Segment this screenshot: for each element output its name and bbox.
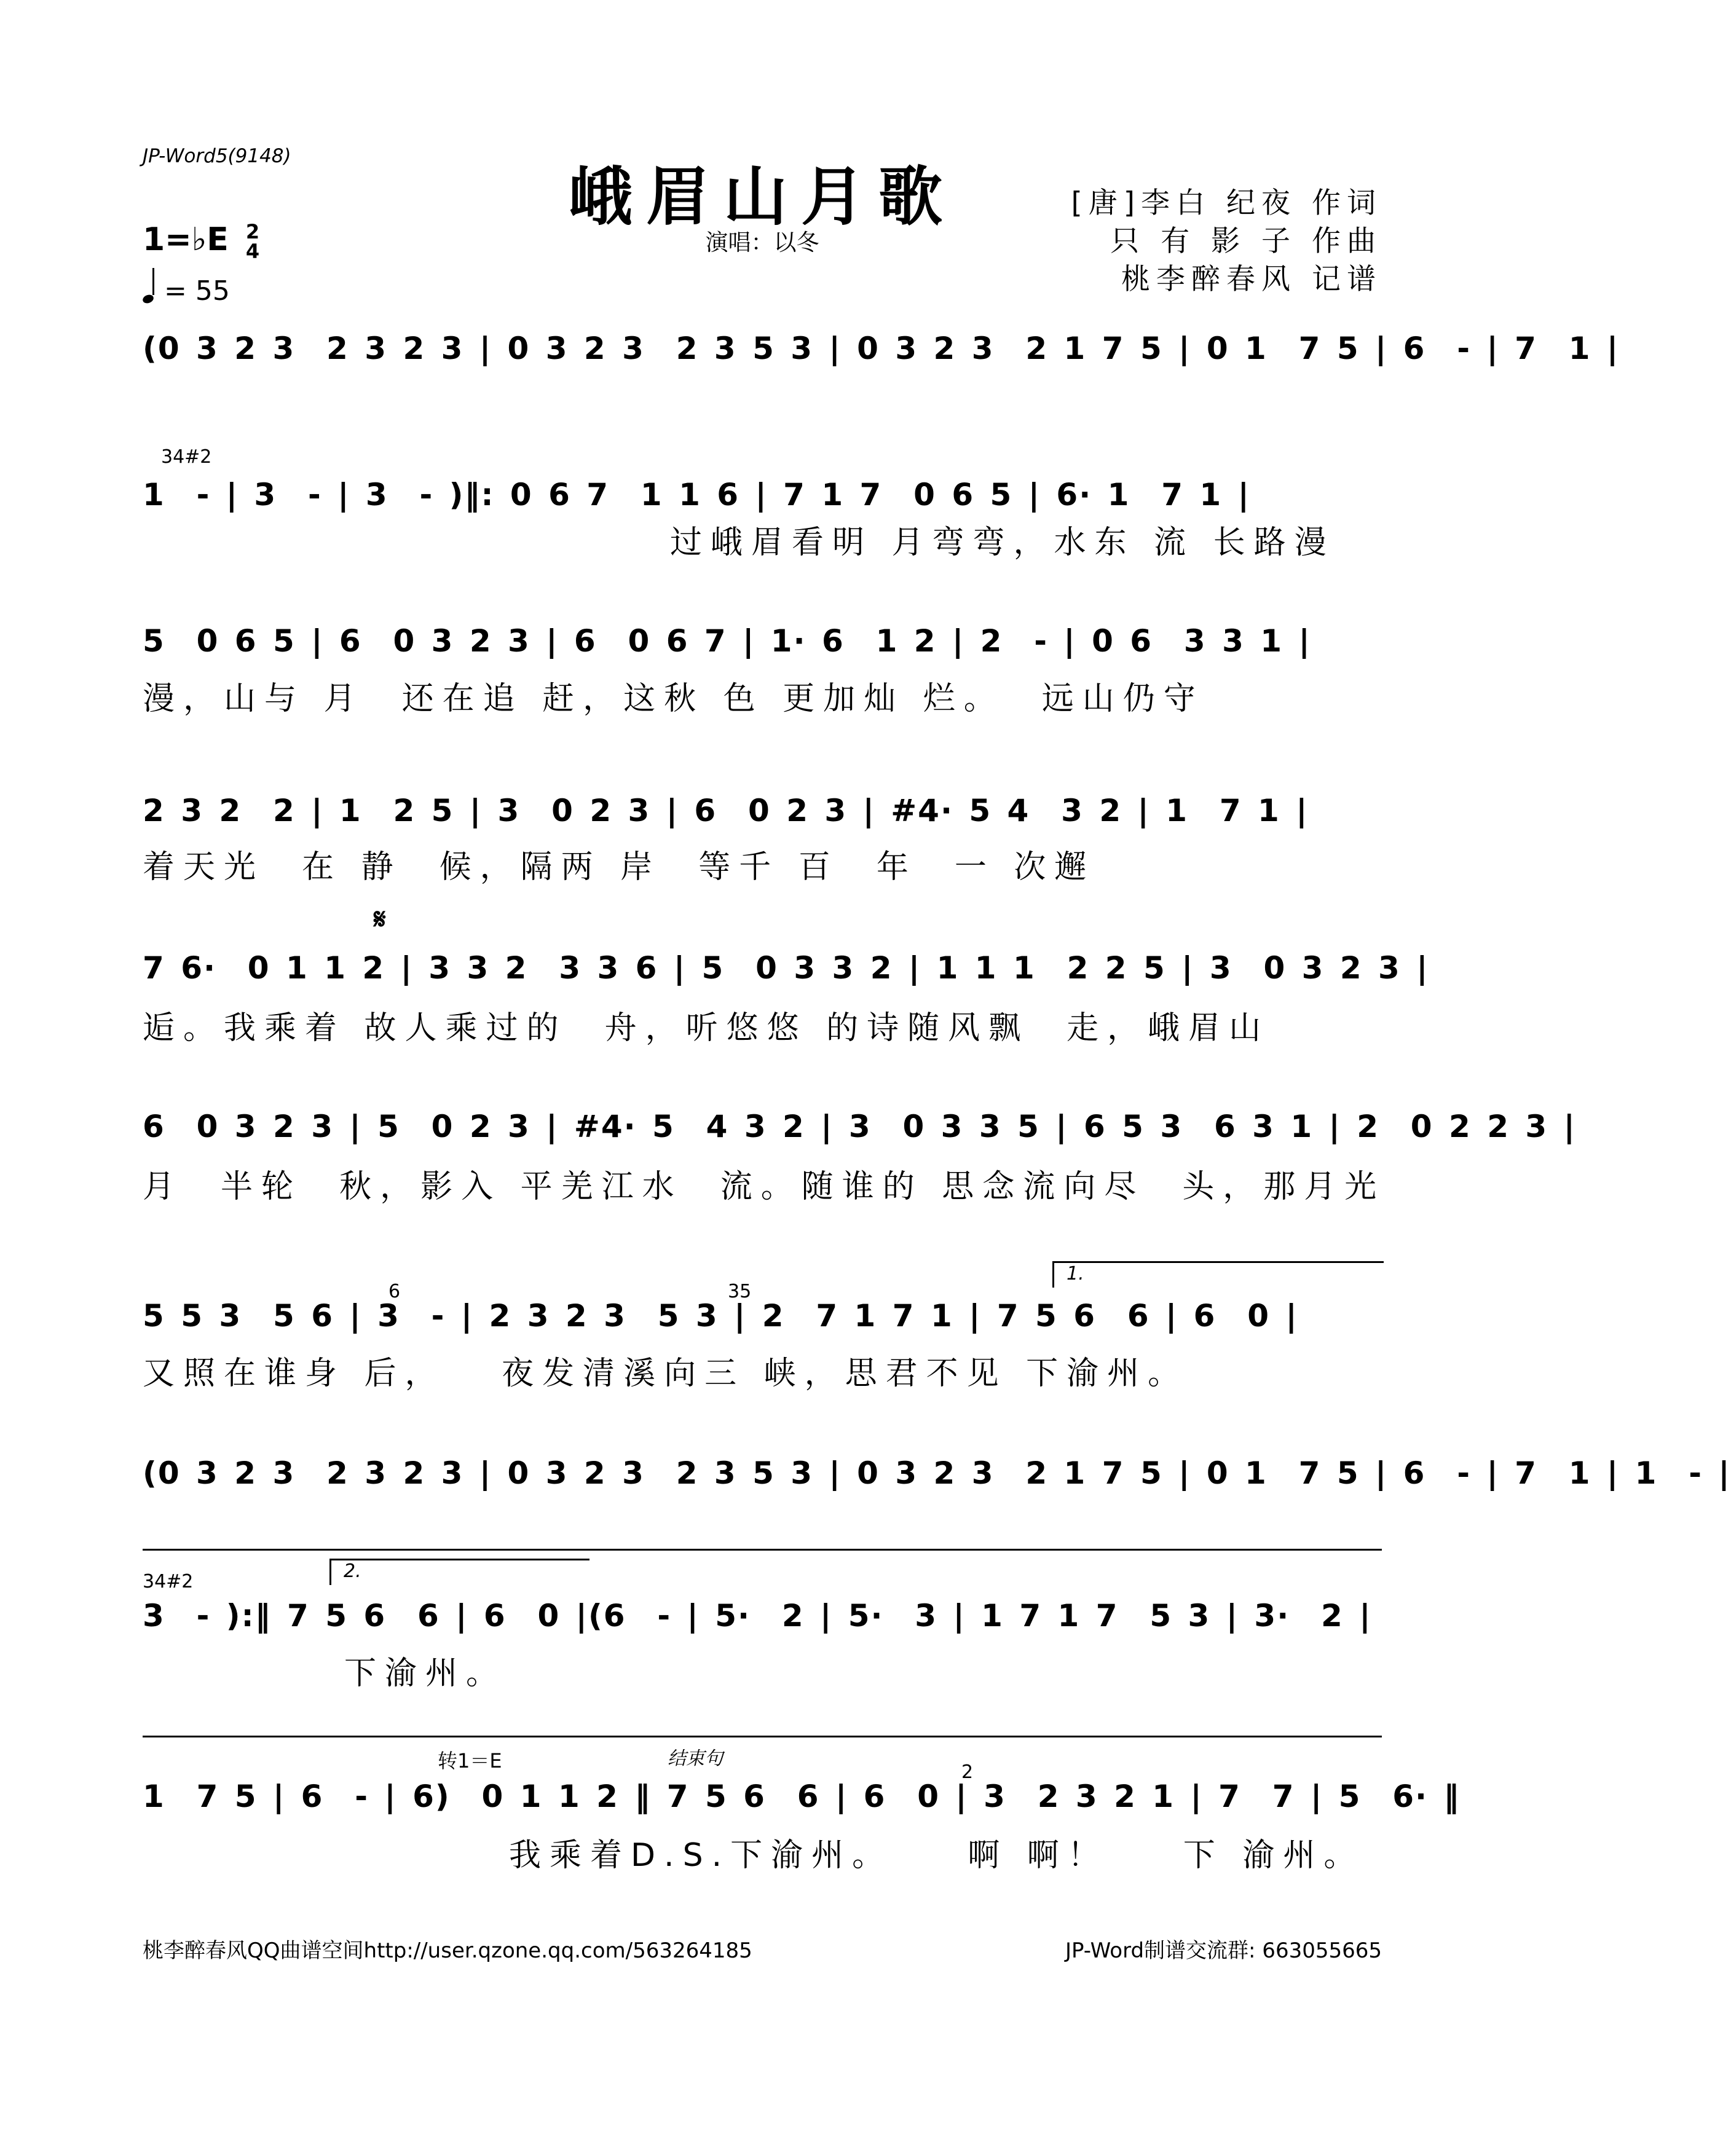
time-signature [246,222,259,261]
lyrics-line-6: 月 半轮 秋，影入 平羌江水 流。随谁的 思念流向尽 头，那月光 [143,1168,1386,1205]
lyrics-line-4: 着天光 在 静 候，隔两 岸 等千 百 年 一 次邂 [143,849,1095,886]
section-rule [143,1549,1382,1551]
grace-note-35: 35 [728,1281,752,1302]
first-ending-bracket [1052,1261,1384,1288]
transcriber-credit: 桃李醉春风 记谱 [1121,262,1382,296]
tempo-marking [143,273,230,307]
lyricist-credit: [唐]李白 纪夜 作词 [1071,186,1382,220]
time-signature-bottom: 4 [245,240,260,263]
second-ending-label: 2. [344,1560,361,1582]
notation-line-4: 2 3 2 2 | 1 2 5 | 3 0 2 3 | 6 0 2 3 | #4· 5 4 3 2 | 1 7 1 | [143,793,1309,828]
time-change-mark: 2 [961,1761,974,1783]
notation-line-1: (0 3 2 3 2 3 2 3 | 0 3 2 3 2 3 5 3 | 0 3 2 3 2 1 7 5 | 0 1 7 5 | 6 - | 7 1 | [143,331,1620,366]
time-signature-top: 2 [245,220,260,243]
notation-line-2: 1 - | 3 - | 3 - )‖: 0 6 7 1 1 6 | 7 1 7 0 6 5 | 6· 1 7 1 | [143,477,1250,513]
notation-line-5: 7 6· 0 1 1 2 | 3 3 2 3 3 6 | 5 0 3 3 2 | 1 1 1 2 2 5 | 3 0 3 2 3 | [143,950,1429,986]
section-rule-2 [143,1736,1382,1737]
grace-note-mark: 34#2 [161,446,212,468]
lyrics-line-7: 又照在谁身 后， 夜发清溪向三 峡，思君不见 下渝州。 [143,1355,1189,1392]
lyrics-line-2: 过峨眉看明 月弯弯，水东 流 长路漫 [670,524,1335,561]
ending-phrase-label: 结束句 [668,1748,723,1769]
second-ending-bracket [329,1559,589,1585]
song-title: 峨眉山月歌 [568,159,956,234]
grace-note-6: 6 [388,1281,401,1302]
software-label: JP-Word5(9148) [143,145,291,167]
tempo-value: = 55 [164,275,230,307]
lyrics-line-3: 漫，山与 月 还在追 赶，这秋 色 更加灿 烂。 远山仍守 [143,680,1204,717]
key-signature [143,221,259,261]
quarter-note-icon [141,293,154,304]
key-label: 1=♭E [143,221,229,258]
singer-credit: 演唱：以冬 [705,229,819,256]
notation-line-10: 1 7 5 | 6 - | 6) 0 1 1 2 ‖ 7 5 6 6 | 6 0 | 3 2 3 2 1 | 7 7 | 5 6· ‖ [143,1779,1461,1814]
credits-block [1071,184,1382,299]
notation-line-7: 5 5 3 5 6 | 3 - | 2 3 2 3 5 3 | 2 7 1 7 1 | 7 5 6 6 | 6 0 | [143,1298,1298,1334]
notation-line-9: 3 - ):‖ 7 5 6 6 | 6 0 |(6 - | 5· 2 | 5· 3 | 1 7 1 7 5 3 | 3· 2 | [143,1598,1372,1634]
notation-line-6: 6 0 3 2 3 | 5 0 2 3 | #4· 5 4 3 2 | 3 0 3 3 5 | 6 5 3 6 3 1 | 2 0 2 2 3 | [143,1109,1576,1144]
first-ending-label: 1. [1067,1263,1084,1285]
footer-website: 桃李醉春风QQ曲谱空间http://user.qzone.qq.com/563264185 [143,1938,752,1963]
modulation-mark: 转1＝E [438,1749,502,1772]
notation-line-3: 5 0 6 5 | 6 0 3 2 3 | 6 0 6 7 | 1· 6 1 2 | 2 - | 0 6 3 3 1 | [143,623,1311,659]
segno-sign: 𝄋 [374,902,386,935]
lyrics-line-10: 我乘着D.S.下渝州。 啊 啊！ 下 渝州。 [509,1837,1365,1874]
composer-credit: 只 有 影 子 作曲 [1110,224,1382,258]
lyrics-line-5: 逅。我乘着 故人乘过的 舟，听悠悠 的诗随风飘 走，峨眉山 [143,1010,1270,1047]
lyrics-line-9: 下渝州。 [344,1655,507,1692]
grace-note-mark-2: 34#2 [143,1571,194,1592]
footer-group: JP-Word制谱交流群: 663055665 [1065,1938,1382,1963]
notation-line-8: (0 3 2 3 2 3 2 3 | 0 3 2 3 2 3 5 3 | 0 3 2 3 2 1 7 5 | 0 1 7 5 | 6 - | 7 1 | 1 - | [143,1455,1731,1491]
